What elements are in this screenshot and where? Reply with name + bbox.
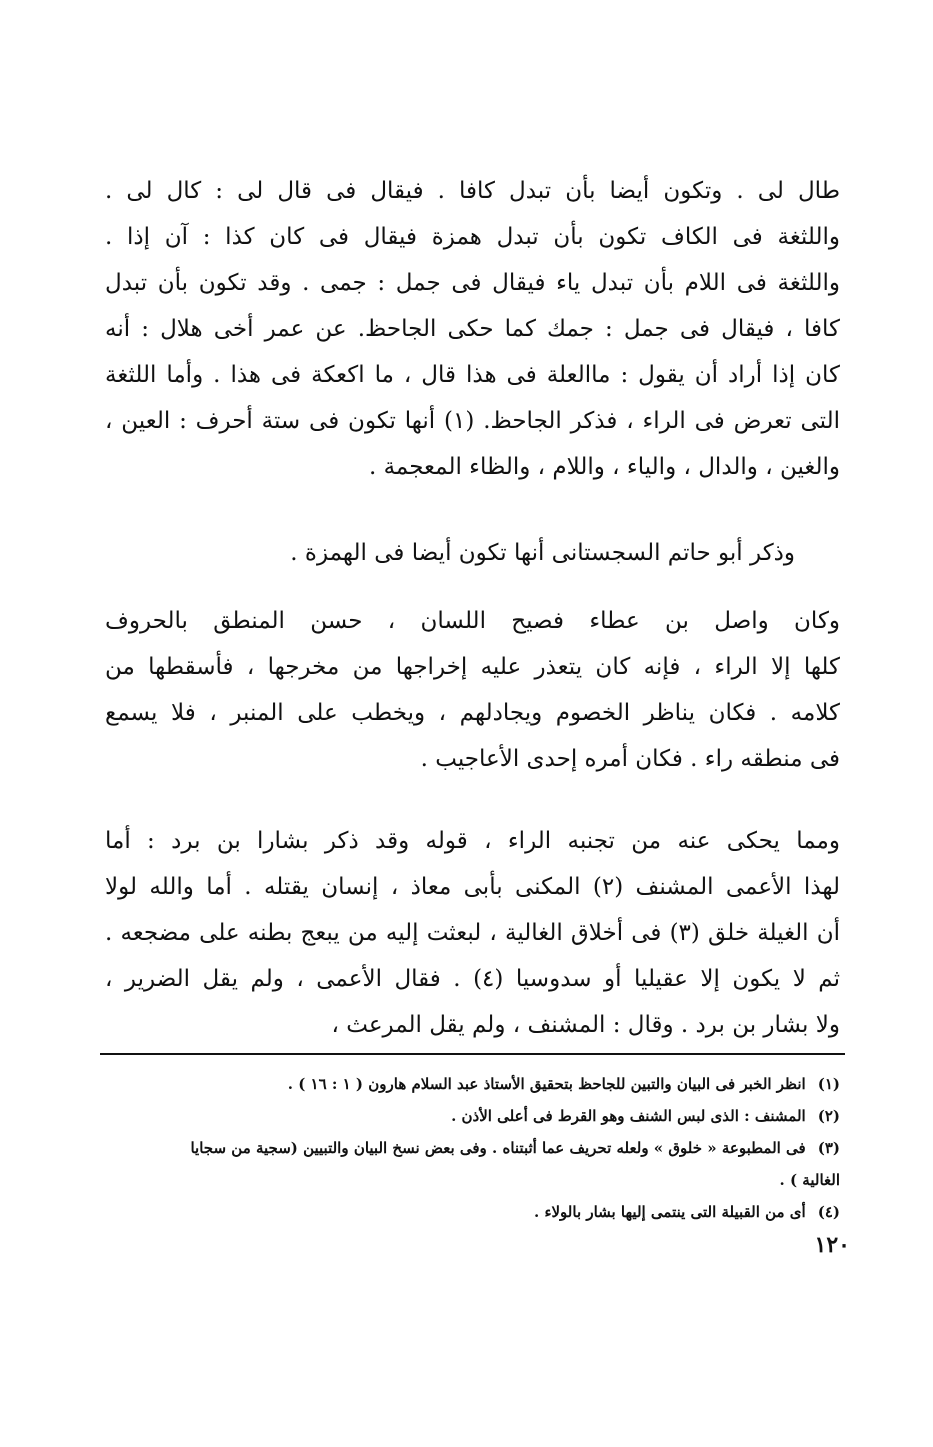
footnote-2 <box>105 1100 840 1132</box>
text-line: واللثغة فى اللام بأن تبدل ياء فيقال فى جمل : جمى . وقد تكون بأن تبدل <box>105 270 840 296</box>
text-line: كلها إلا الراء ، فإنه كان يتعذر عليه إخراجها من مخرجها ، فأسقطها من <box>105 654 840 680</box>
footnote-divider <box>100 1053 845 1055</box>
text-line: التى تعرض فى الراء ، فذكر الجاحظ. (١) أنها تكون فى ستة أحرف : العين ، <box>105 408 840 434</box>
text-line: ثم لا يكون إلا عقيليا أو سدوسيا (٤) . فقال الأعمى ، ولم يقل الضرير ، <box>105 966 840 992</box>
footnote-3-continuation: الغالية ) . <box>779 1171 840 1189</box>
text-line: كافا ، فيقال فى جمل : جمك كما حكى الجاحظ. عن عمر أخى هلال : أنه <box>105 316 840 342</box>
text-line: والغين ، والدال ، والياء ، واللام ، والظاء المعجمة . <box>368 454 840 480</box>
paragraph-bashshar <box>105 818 840 1048</box>
footnote-text: فى المطبوعة « خلوق » ولعله تحريف عما أثبتناه . وفى بعض نسخ البيان والتبيين (سجية من سجايا <box>190 1139 806 1157</box>
text-line: وكان واصل بن عطاء فصيح اللسان ، حسن المنطق بالحروف <box>105 608 840 634</box>
footnote-number: (٣) <box>817 1139 840 1157</box>
page-number: ١٢٠ <box>814 1232 850 1258</box>
footnote-3 <box>105 1132 840 1164</box>
text-line: لهذا الأعمى المشنف (٢) المكنى بأبى معاذ ، إنسان يقتله . أما والله لولا <box>105 874 840 900</box>
footnote-4 <box>105 1196 840 1228</box>
paragraph-sijistani <box>105 530 840 576</box>
text-line: ولا بشار بن برد . وقال : المشنف ، ولم يقل المرعث ، <box>331 1012 840 1038</box>
text-line: كلامه . فكان يناظر الخصوم ويجادلهم ، ويخطب على المنبر ، فلا يسمع <box>105 700 840 726</box>
footnote-number: (٤) <box>817 1203 840 1221</box>
text-line: واللثغة فى الكاف تكون بأن تبدل همزة فيقال فى كان كذا : آن إذا . <box>105 224 840 250</box>
text-line: كان إذا أراد أن يقول : ماالعلة فى هذا قال ، ما اكعكة فى هذا . وأما اللثغة <box>105 362 840 388</box>
text-line: وذكر أبو حاتم السجستانى أنها تكون أيضا فى الهمزة . <box>290 540 795 566</box>
footnote-number: (٢) <box>817 1107 840 1125</box>
paragraph-wasil <box>105 598 840 782</box>
text-line: فى منطقه راء . فكان أمره إحدى الأعاجيب . <box>420 746 840 772</box>
text-line: أن الغيلة خلق (٣) فى أخلاق الغالية ، لبعثت إليه من يبعج بطنه على مضجعه . <box>105 920 840 946</box>
footnote-number: (١) <box>817 1075 840 1093</box>
text-line: ومما يحكى عنه من تجنبه الراء ، قوله وقد ذكر بشارا بن برد : أما <box>105 828 840 854</box>
footnote-1 <box>105 1068 840 1100</box>
footnote-text: أى من القبيلة التى ينتمى إليها بشار بالولاء . <box>534 1203 806 1221</box>
text-line: طال لى . وتكون أيضا بأن تبدل كافا . فيقال فى قال لى : كال لى . <box>105 178 840 204</box>
paragraph-lisp-letters <box>105 168 840 490</box>
footnote-text: المشنف : الذى لبس الشنف وهو القرط فى أعلى الأذن . <box>451 1107 806 1125</box>
footnote-text: انظر الخبر فى البيان والتبين للجاحظ بتحقيق الأستاذ عبد السلام هارون ( ١ : ١٦ ) . <box>287 1075 806 1093</box>
footnotes <box>105 1068 840 1228</box>
